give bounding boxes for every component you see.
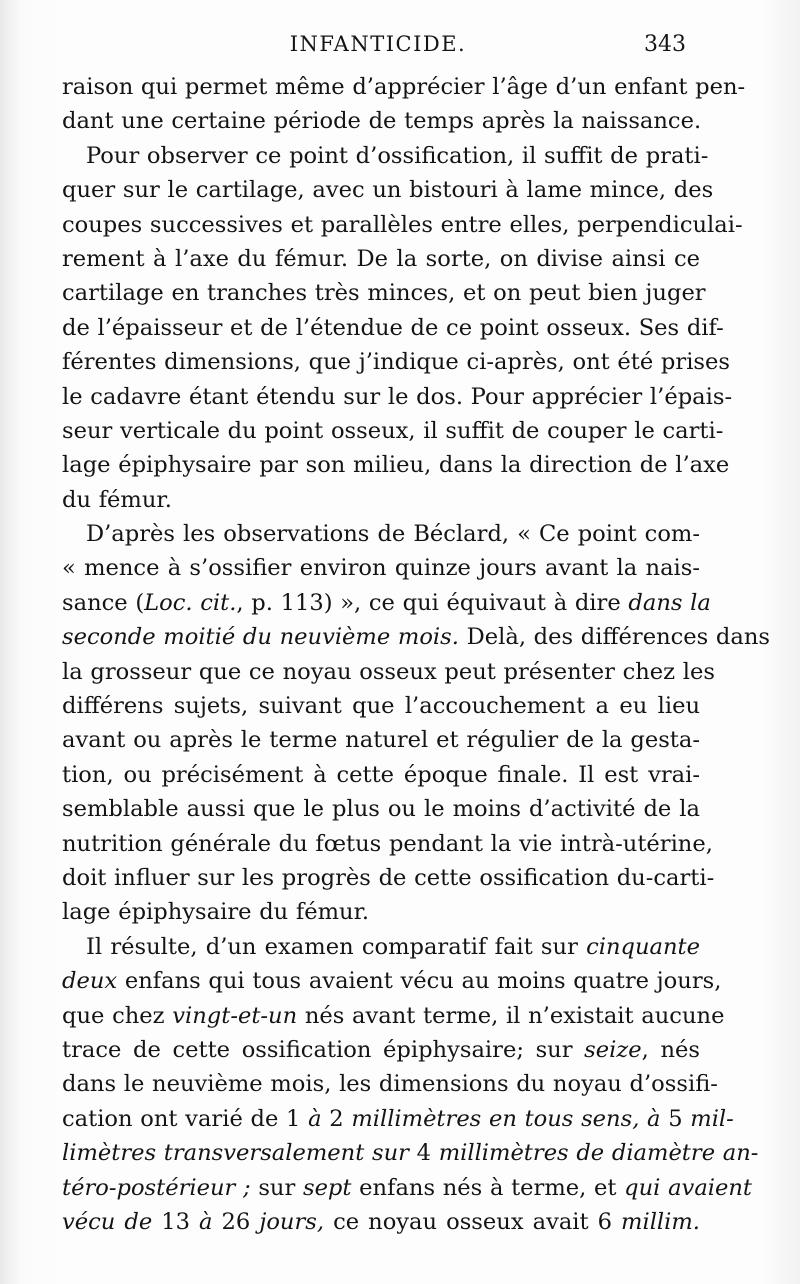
text-segment: la grosseur que ce noyau osseux peut présenter chez les [62,658,715,685]
italic-text: téro-postérieur ; [62,1174,251,1201]
text-segment: de l’épaisseur et de l’étendue de ce point osseux. Ses dif- [62,314,724,341]
text-segment: seur verticale du point osseux, il suffit de couper le carti- [62,417,724,444]
text-segment: que chez [62,1002,173,1029]
text-segment: semblable aussi que le plus ou le moins d’activité de la [62,796,700,823]
text-line [62,1136,759,1170]
text-segment: 5 [660,1105,691,1132]
text-segment: , p. 113) », ce qui équivaut à dire [236,589,629,616]
text-line [62,414,724,448]
italic-text: millimètres en tous sens, à [351,1105,661,1132]
page-number: 343 [644,32,686,57]
text-segment: enfans nés à terme, et [351,1174,625,1201]
body-text [62,70,771,1239]
text-segment: ce noyau osseux avait 6 [324,1208,622,1235]
text-line [62,999,725,1033]
text-line [62,723,700,757]
italic-text: Loc. cit. [144,589,237,616]
text-segment: tion, ou précisément à cette époque finale. Il est vrai- [62,761,700,788]
text-line [62,448,730,482]
text-segment: doit influer sur les progrès de cette ossification du-carti- [62,864,715,891]
text-line [62,345,730,379]
italic-text: millimètres de diamètre an- [438,1140,759,1167]
text-segment: 4 [408,1140,439,1167]
text-line [62,551,700,585]
text-segment: coupes successives et parallèles entre elles, perpendiculai- [62,211,743,238]
text-line [62,70,746,104]
text-segment: sur [250,1174,303,1201]
text-segment: dant une certaine période de temps après la naissance. [62,108,702,135]
text-segment: raison qui permet même d’apprécier l’âge d’un enfant pen- [62,74,746,100]
text-line [62,930,700,964]
page-header [62,30,694,64]
text-line [62,139,709,173]
italic-text: seize [584,1036,642,1063]
text-line [62,586,711,620]
text-segment: cartilage en tranches très minces, et on peut bien juger [62,280,706,307]
italic-text: à [308,1105,322,1132]
italic-text: mil- [690,1105,734,1132]
italic-text: seconde moitié du neuvième mois. [62,624,459,651]
text-line [62,208,743,242]
text-line [62,655,715,689]
text-segment: différens sujets, suivant que l’accouchement a eu lieu [62,693,700,720]
text-line [62,861,715,895]
text-segment: trace de cette ossification épiphysaire; sur [62,1036,585,1063]
text-line [62,758,700,792]
text-line [62,104,700,138]
italic-text: deux [62,968,118,995]
text-line [62,895,700,929]
text-segment: Pour observer ce point d’ossification, il suffit de prati- [86,142,709,169]
text-segment: férentes dimensions, que j’indique ci-après, ont été prises [62,349,730,376]
text-segment: 13 [152,1208,200,1235]
text-segment: enfans qui tous avaient vécu au moins quatre jours, [117,968,722,995]
text-segment: Il résulte, d’un examen comparatif fait sur [86,933,587,960]
text-segment: avant ou après le terme naturel et régulier de la gesta- [62,727,700,754]
text-line [62,827,713,861]
italic-text: limètres transversalement sur [62,1140,409,1167]
text-segment: le cadavre étant étendu sur le dos. Pour apprécier l’épais- [62,383,733,410]
italic-text: millim. [621,1208,700,1235]
text-segment: 26 [212,1208,260,1235]
text-line [62,792,700,826]
italic-text: dans la [628,589,711,616]
text-line [62,517,700,551]
text-segment: nés avant terme, il n’existait aucune [297,1002,725,1029]
text-segment: 2 [321,1105,352,1132]
text-line [62,1205,700,1239]
text-segment: sance ( [62,589,145,616]
text-segment: quer sur le cartilage, avec un bistouri à lame mince, des [62,177,714,204]
italic-text: jours, [259,1208,325,1235]
text-segment: dans le neuvième mois, les dimensions du noyau d’ossifi- [62,1071,718,1098]
italic-text: sept [302,1174,352,1201]
text-line [62,1033,700,1067]
text-segment: « mence à s’ossifier environ quinze jours avant la nais- [62,555,700,582]
text-line [62,1067,718,1101]
text-segment: lage épiphysaire par son milieu, dans la direction de l’axe [62,452,730,479]
text-line [62,1171,753,1205]
text-line [62,483,700,517]
text-line [62,311,724,345]
text-segment: lage épiphysaire du fémur. [62,899,370,926]
text-line [62,173,714,207]
text-line [62,380,733,414]
text-segment: rement à l’axe du fémur. De la sorte, on divise ainsi ce [62,245,700,272]
italic-text: vécu de [62,1208,153,1235]
italic-text: qui avaient [624,1174,753,1201]
text-line [62,1102,734,1136]
text-segment: D’après les observations de Béclard, « Ce point com- [86,521,700,548]
text-line [62,242,700,276]
italic-text: à [199,1208,213,1235]
italic-text: vingt-et-un [172,1002,298,1029]
text-segment: , nés [641,1036,700,1063]
text-line [62,964,722,998]
text-segment: nutrition générale du fœtus pendant la vie intrà-utérine, [62,830,713,857]
text-segment: Delà, des différences dans [458,624,771,651]
text-line [62,689,700,723]
text-segment: cation ont varié de 1 [62,1105,309,1132]
running-head: INFANTICIDE. [289,32,467,56]
text-line [62,620,771,654]
italic-text: cinquante [586,933,700,960]
text-segment: du fémur. [62,486,172,513]
text-line [62,276,706,310]
